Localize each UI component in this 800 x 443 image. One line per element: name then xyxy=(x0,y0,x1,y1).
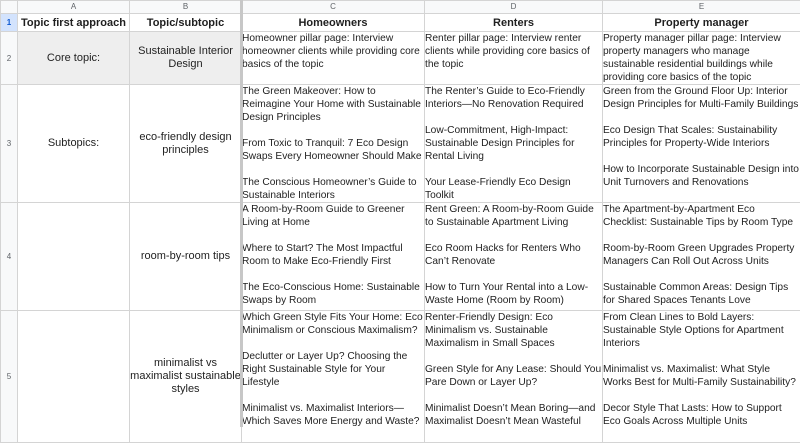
row-header-5[interactable]: 5 xyxy=(1,311,18,443)
row-header-1[interactable]: 1 xyxy=(1,14,18,32)
cell-line: Eco Room Hacks for Renters Who Can’t Renovate xyxy=(425,242,602,268)
cell-line: A Room-by-Room Guide to Greener Living at Home xyxy=(242,203,424,229)
cell-a3[interactable]: Subtopics: xyxy=(18,85,130,203)
row-header-3[interactable]: 3 xyxy=(1,85,18,203)
column-header-c[interactable]: C xyxy=(242,1,425,14)
cell-a5[interactable] xyxy=(18,311,130,443)
cell-line: The Conscious Homeowner’s Guide to Sustainable Interiors xyxy=(242,176,424,202)
subtopic-row xyxy=(1,203,800,311)
header-row xyxy=(1,14,800,32)
cell-line: Minimalist vs. Maximalist: What Style Works Best for Multi-Family Sustainability? xyxy=(603,363,800,389)
cell-b5[interactable]: minimalist vs maximalist sustainable styles xyxy=(130,311,242,443)
cell-line: Your Lease-Friendly Eco Design Toolkit xyxy=(425,176,602,202)
cell-line: Sustainable Common Areas: Design Tips for Shared Spaces Tenants Love xyxy=(603,281,800,307)
cell-line: The Eco-Conscious Home: Sustainable Swaps by Room xyxy=(242,281,424,307)
cell-line: The Renter’s Guide to Eco-Friendly Interiors—No Renovation Required xyxy=(425,85,602,111)
cell-line: Where to Start? The Most Impactful Room to Make Eco-Friendly First xyxy=(242,242,424,268)
cell-line: Room-by-Room Green Upgrades Property Managers Can Roll Out Across Units xyxy=(603,242,800,268)
cell-line: The Apartment-by-Apartment Eco Checklist: Sustainable Tips by Room Type xyxy=(603,203,800,229)
row-header-4[interactable]: 4 xyxy=(1,203,18,311)
cell-line: Green Style for Any Lease: Should You Pare Down or Layer Up? xyxy=(425,363,602,389)
column-header-row xyxy=(1,1,800,14)
column-header-b[interactable]: B xyxy=(130,1,242,14)
cell-d3[interactable] xyxy=(425,85,603,203)
row-header-2[interactable]: 2 xyxy=(1,32,18,85)
cell-line: Rent Green: A Room-by-Room Guide to Sustainable Apartment Living xyxy=(425,203,602,229)
cell-e4[interactable] xyxy=(603,203,800,311)
cell-d4[interactable] xyxy=(425,203,603,311)
cell-d1[interactable]: Renters xyxy=(425,14,603,32)
cell-e2[interactable]: Property manager pillar page: Interview property managers who manage sustainable residential buildings while providing core basics of the topic xyxy=(603,32,800,85)
column-header-e[interactable]: E xyxy=(603,1,800,14)
cell-line: Green from the Ground Floor Up: Interior Design Principles for Multi-Family Buildings xyxy=(603,85,800,111)
select-all-corner[interactable] xyxy=(1,1,18,14)
cell-line: From Clean Lines to Bold Layers: Sustainable Style Options for Apartment Interiors xyxy=(603,311,800,350)
cell-c5[interactable] xyxy=(242,311,425,443)
cell-e1[interactable]: Property manager xyxy=(603,14,800,32)
cell-line: Which Green Style Fits Your Home: Eco Minimalism or Conscious Maximalism? xyxy=(242,311,424,337)
cell-e5[interactable] xyxy=(603,311,800,443)
column-header-d[interactable]: D xyxy=(425,1,603,14)
subtopic-row xyxy=(1,85,800,203)
cell-line: How to Turn Your Rental into a Low-Waste Home (Room by Room) xyxy=(425,281,602,307)
cell-b1[interactable]: Topic/subtopic xyxy=(130,14,242,32)
cell-line: How to Incorporate Sustainable Design into Unit Turnovers and Renovations xyxy=(603,163,800,189)
cell-line: Minimalist vs. Maximalist Interiors—Which Saves More Energy and Waste? xyxy=(242,402,424,428)
cell-line: Declutter or Layer Up? Choosing the Right Sustainable Style for Your Lifestyle xyxy=(242,350,424,389)
cell-line: Eco Design That Scales: Sustainability Principles for Property-Wide Interiors xyxy=(603,124,800,150)
cell-c2[interactable]: Homeowner pillar page: Interview homeowner clients while providing core basics of the topic xyxy=(242,32,425,85)
cell-c4[interactable] xyxy=(242,203,425,311)
core-topic-row xyxy=(1,32,800,85)
cell-b4[interactable]: room-by-room tips xyxy=(130,203,242,311)
cell-d5[interactable] xyxy=(425,311,603,443)
cell-line: Minimalist Doesn’t Mean Boring—and Maximalist Doesn’t Mean Wasteful xyxy=(425,402,602,428)
cell-b2[interactable]: Sustainable Interior Design xyxy=(130,32,242,85)
column-header-a[interactable]: A xyxy=(18,1,130,14)
cell-c1[interactable]: Homeowners xyxy=(242,14,425,32)
subtopic-row xyxy=(1,311,800,443)
cell-e3[interactable] xyxy=(603,85,800,203)
cell-line: From Toxic to Tranquil: 7 Eco Design Swaps Every Homeowner Should Make xyxy=(242,137,424,163)
cell-c3[interactable] xyxy=(242,85,425,203)
cell-d2[interactable]: Renter pillar page: Interview renter clients while providing core basics of the topic xyxy=(425,32,603,85)
cell-b3[interactable]: eco-friendly design principles xyxy=(130,85,242,203)
cell-a4[interactable] xyxy=(18,203,130,311)
cell-line: Renter-Friendly Design: Eco Minimalism vs. Sustainable Maximalism in Small Spaces xyxy=(425,311,602,350)
cell-line: Low-Commitment, High-Impact: Sustainable Design Principles for Rental Living xyxy=(425,124,602,163)
cell-line: The Green Makeover: How to Reimagine Your Home with Sustainable Design Principles xyxy=(242,85,424,124)
cell-a2[interactable]: Core topic: xyxy=(18,32,130,85)
cell-line: Decor Style That Lasts: How to Support Eco Goals Across Multiple Units xyxy=(603,402,800,428)
frozen-column-divider[interactable] xyxy=(240,0,243,427)
cell-a1[interactable]: Topic first approach xyxy=(18,14,130,32)
